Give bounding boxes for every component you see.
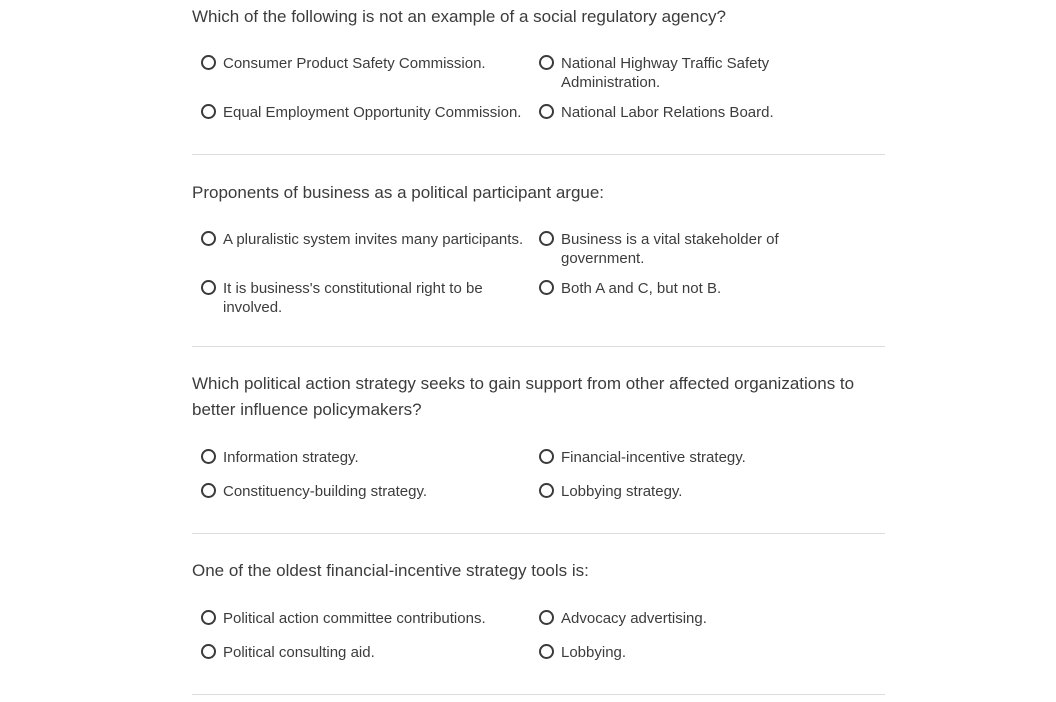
question-text: One of the oldest financial-incentive strategy tools is: <box>192 561 589 580</box>
answer-option-label: Constituency-building strategy. <box>223 483 427 500</box>
radio-button-icon[interactable] <box>539 610 554 625</box>
radio-button-icon[interactable] <box>201 610 216 625</box>
answer-option-label: Political action committee contributions. <box>223 610 486 627</box>
answer-option-label: Lobbying. <box>561 644 627 661</box>
question-divider <box>192 694 885 695</box>
answer-option[interactable] <box>201 643 531 662</box>
answer-option-label: Business is a vital stakeholder of government. <box>561 231 779 267</box>
answer-option[interactable] <box>201 54 531 73</box>
answer-option-label: Consumer Product Safety Commission. <box>223 55 486 72</box>
radio-button-icon[interactable] <box>539 449 554 464</box>
answer-option-label: Both A and C, but not B. <box>561 280 722 297</box>
radio-button-icon[interactable] <box>201 104 216 119</box>
radio-button-icon[interactable] <box>201 483 216 498</box>
question-text: Which political action strategy seeks to gain support from other affected organizations to better influence policymakers? <box>192 374 855 419</box>
question-text: Proponents of business as a political participant argue: <box>192 183 605 202</box>
answer-option-label: Equal Employment Opportunity Commission. <box>223 104 522 121</box>
radio-button-icon[interactable] <box>201 280 216 295</box>
answer-option-label: Lobbying strategy. <box>561 483 683 500</box>
answer-option[interactable] <box>201 103 536 122</box>
answer-option[interactable] <box>539 54 779 92</box>
answer-option[interactable] <box>539 279 799 298</box>
answer-option-label: It is business's constitutional right to be involved. <box>223 280 483 316</box>
question-divider <box>192 154 885 155</box>
radio-button-icon[interactable] <box>539 104 554 119</box>
answer-option-label: National Labor Relations Board. <box>561 104 774 121</box>
question-text: Which of the following is not an example of a social regulatory agency? <box>192 7 726 26</box>
answer-option[interactable] <box>539 230 799 268</box>
answer-option[interactable] <box>539 103 799 122</box>
answer-option-label: Advocacy advertising. <box>561 610 707 627</box>
radio-button-icon[interactable] <box>201 449 216 464</box>
radio-button-icon[interactable] <box>539 483 554 498</box>
answer-option[interactable] <box>201 482 531 501</box>
answer-option[interactable] <box>201 230 536 249</box>
answer-option-label: Information strategy. <box>223 449 359 466</box>
answer-option-label: National Highway Traffic Safety Administration. <box>561 55 770 91</box>
radio-button-icon[interactable] <box>201 231 216 246</box>
answer-option[interactable] <box>201 279 501 317</box>
answer-option-label: Political consulting aid. <box>223 644 375 661</box>
question-divider <box>192 533 885 534</box>
answer-option-label: Financial-incentive strategy. <box>561 449 746 466</box>
answer-option[interactable] <box>539 609 799 628</box>
answer-option[interactable] <box>539 643 799 662</box>
answer-option[interactable] <box>201 448 531 467</box>
answer-option-label: A pluralistic system invites many participants. <box>223 231 524 248</box>
radio-button-icon[interactable] <box>539 644 554 659</box>
radio-button-icon[interactable] <box>201 644 216 659</box>
radio-button-icon[interactable] <box>539 280 554 295</box>
answer-option[interactable] <box>539 448 799 467</box>
radio-button-icon[interactable] <box>539 231 554 246</box>
radio-button-icon[interactable] <box>201 55 216 70</box>
answer-option[interactable] <box>539 482 799 501</box>
answer-option[interactable] <box>201 609 531 628</box>
radio-button-icon[interactable] <box>539 55 554 70</box>
question-divider <box>192 346 885 347</box>
